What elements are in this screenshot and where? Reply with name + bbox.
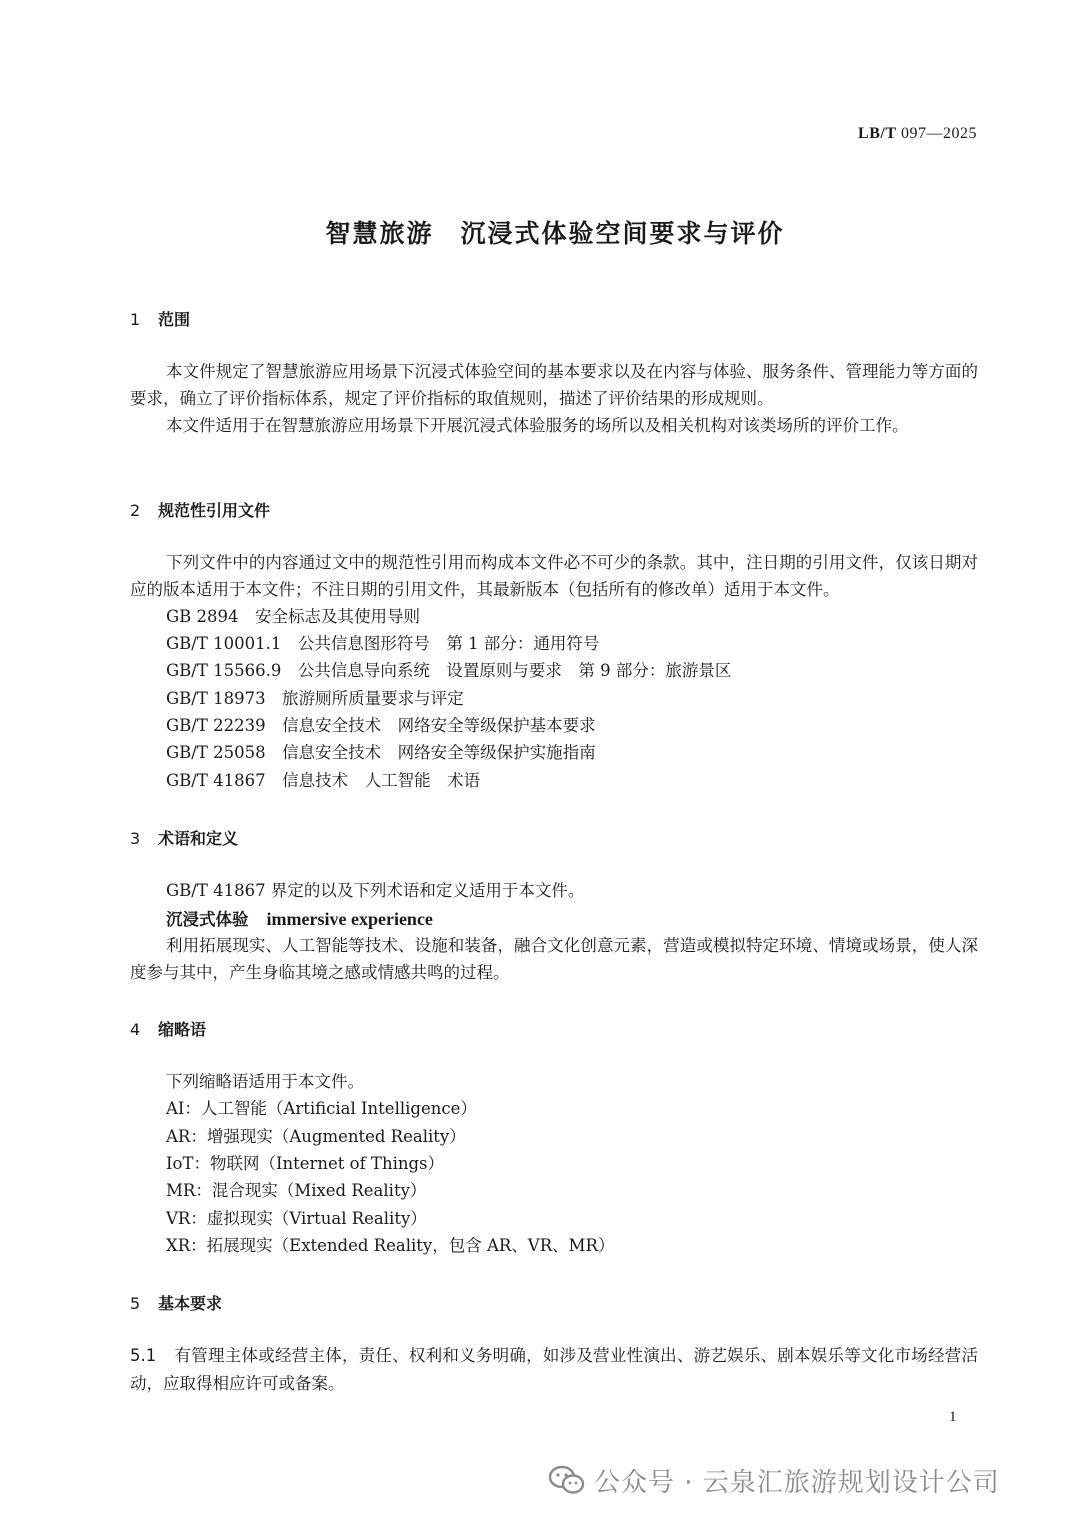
section-title: 术语和定义 [158, 829, 239, 848]
section-1-paragraph-1: 本文件规定了智慧旅游应用场景下沉浸式体验空间的基本要求以及在内容与体验、服务条件、管理能力等方面的要求，确立了评价指标体系，规定了评价指标的取值规则，描述了评价结果的形成规则。 [130, 362, 978, 408]
term-english: immersive experience [266, 909, 433, 929]
reference-item: GB 2894 安全标志及其使用导则 [166, 607, 421, 626]
section-4-paragraph-1: 下列缩略语适用于本文件。 [166, 1072, 364, 1091]
section-number: 2 [130, 501, 141, 520]
section-number: 3 [130, 829, 141, 848]
abbreviation-item: AI：人工智能（Artificial Intelligence） [166, 1099, 477, 1118]
abbreviation-item: MR：混合现实（Mixed Reality） [166, 1181, 427, 1200]
section-number: 5 [130, 1294, 141, 1313]
section-number: 4 [130, 1020, 141, 1039]
page-number: 1 [949, 1409, 957, 1425]
watermark-footer [548, 1462, 1000, 1503]
reference-item: GB/T 25058 信息安全技术 网络安全等级保护实施指南 [166, 743, 596, 762]
abbreviation-item: VR：虚拟现实（Virtual Reality） [166, 1209, 427, 1228]
reference-item: GB/T 22239 信息安全技术 网络安全等级保护基本要求 [166, 716, 596, 735]
term-chinese: 沉浸式体验 [166, 910, 249, 929]
section-title: 缩略语 [158, 1020, 207, 1039]
standard-code [858, 125, 977, 143]
standard-prefix: LB/T [858, 125, 897, 142]
abbreviation-item: IoT：物联网（Internet of Things） [166, 1154, 445, 1173]
abbreviation-item: AR：增强现实（Augmented Reality） [166, 1127, 466, 1146]
reference-item: GB/T 18973 旅游厕所质量要求与评定 [166, 689, 464, 708]
section-3-heading [130, 826, 238, 849]
section-5-heading [130, 1291, 222, 1314]
clause-5-1 [130, 1342, 978, 1398]
section-2-heading [130, 498, 270, 521]
section-1-heading [130, 307, 190, 330]
reference-item: GB/T 41867 信息技术 人工智能 术语 [166, 771, 481, 790]
section-title: 基本要求 [158, 1294, 223, 1313]
clause-text: 有管理主体或经营主体，责任、权利和义务明确，如涉及营业性演出、游艺娱乐、剧本娱乐等文化市场经营活动，应取得相应许可或备案。 [130, 1346, 978, 1393]
term-entry [166, 906, 433, 930]
term-definition: 利用拓展现实、人工智能等技术、设施和装备，融合文化创意元素，营造或模拟特定环境、情境或场景，使人深度参与其中，产生身临其境之感或情感共鸣的过程。 [130, 936, 978, 982]
clause-number: 5.1 [130, 1346, 157, 1365]
reference-item: GB/T 10001.1 公共信息图形符号 第 1 部分：通用符号 [166, 634, 600, 653]
section-number: 1 [130, 310, 141, 329]
document-title: 智慧旅游 沉浸式体验空间要求与评价 [325, 219, 785, 248]
abbreviation-item: XR：拓展现实（Extended Reality，包含 AR、VR、MR） [166, 1236, 615, 1255]
reference-item: GB/T 15566.9 公共信息导向系统 设置原则与要求 第 9 部分：旅游景区 [166, 661, 732, 680]
footer-text: 公众号 · 云泉汇旅游规划设计公司 [594, 1468, 1000, 1498]
wechat-icon [548, 1464, 586, 1503]
section-1-paragraph-2: 本文件适用于在智慧旅游应用场景下开展沉浸式体验服务的场所以及相关机构对该类场所的评价工作。 [166, 416, 909, 435]
section-3-paragraph-1: GB/T 41867 界定的以及下列术语和定义适用于本文件。 [166, 881, 585, 900]
section-title: 范围 [158, 310, 191, 329]
standard-number: 097—2025 [901, 125, 977, 142]
section-2-paragraph-1: 下列文件中的内容通过文中的规范性引用而构成本文件必不可少的条款。其中，注日期的引用文件，仅该日期对应的版本适用于本文件；不注日期的引用文件，其最新版本（包括所有的修改单）适用于本文件。 [130, 553, 978, 599]
section-4-heading [130, 1017, 206, 1040]
section-title: 规范性引用文件 [158, 501, 271, 520]
